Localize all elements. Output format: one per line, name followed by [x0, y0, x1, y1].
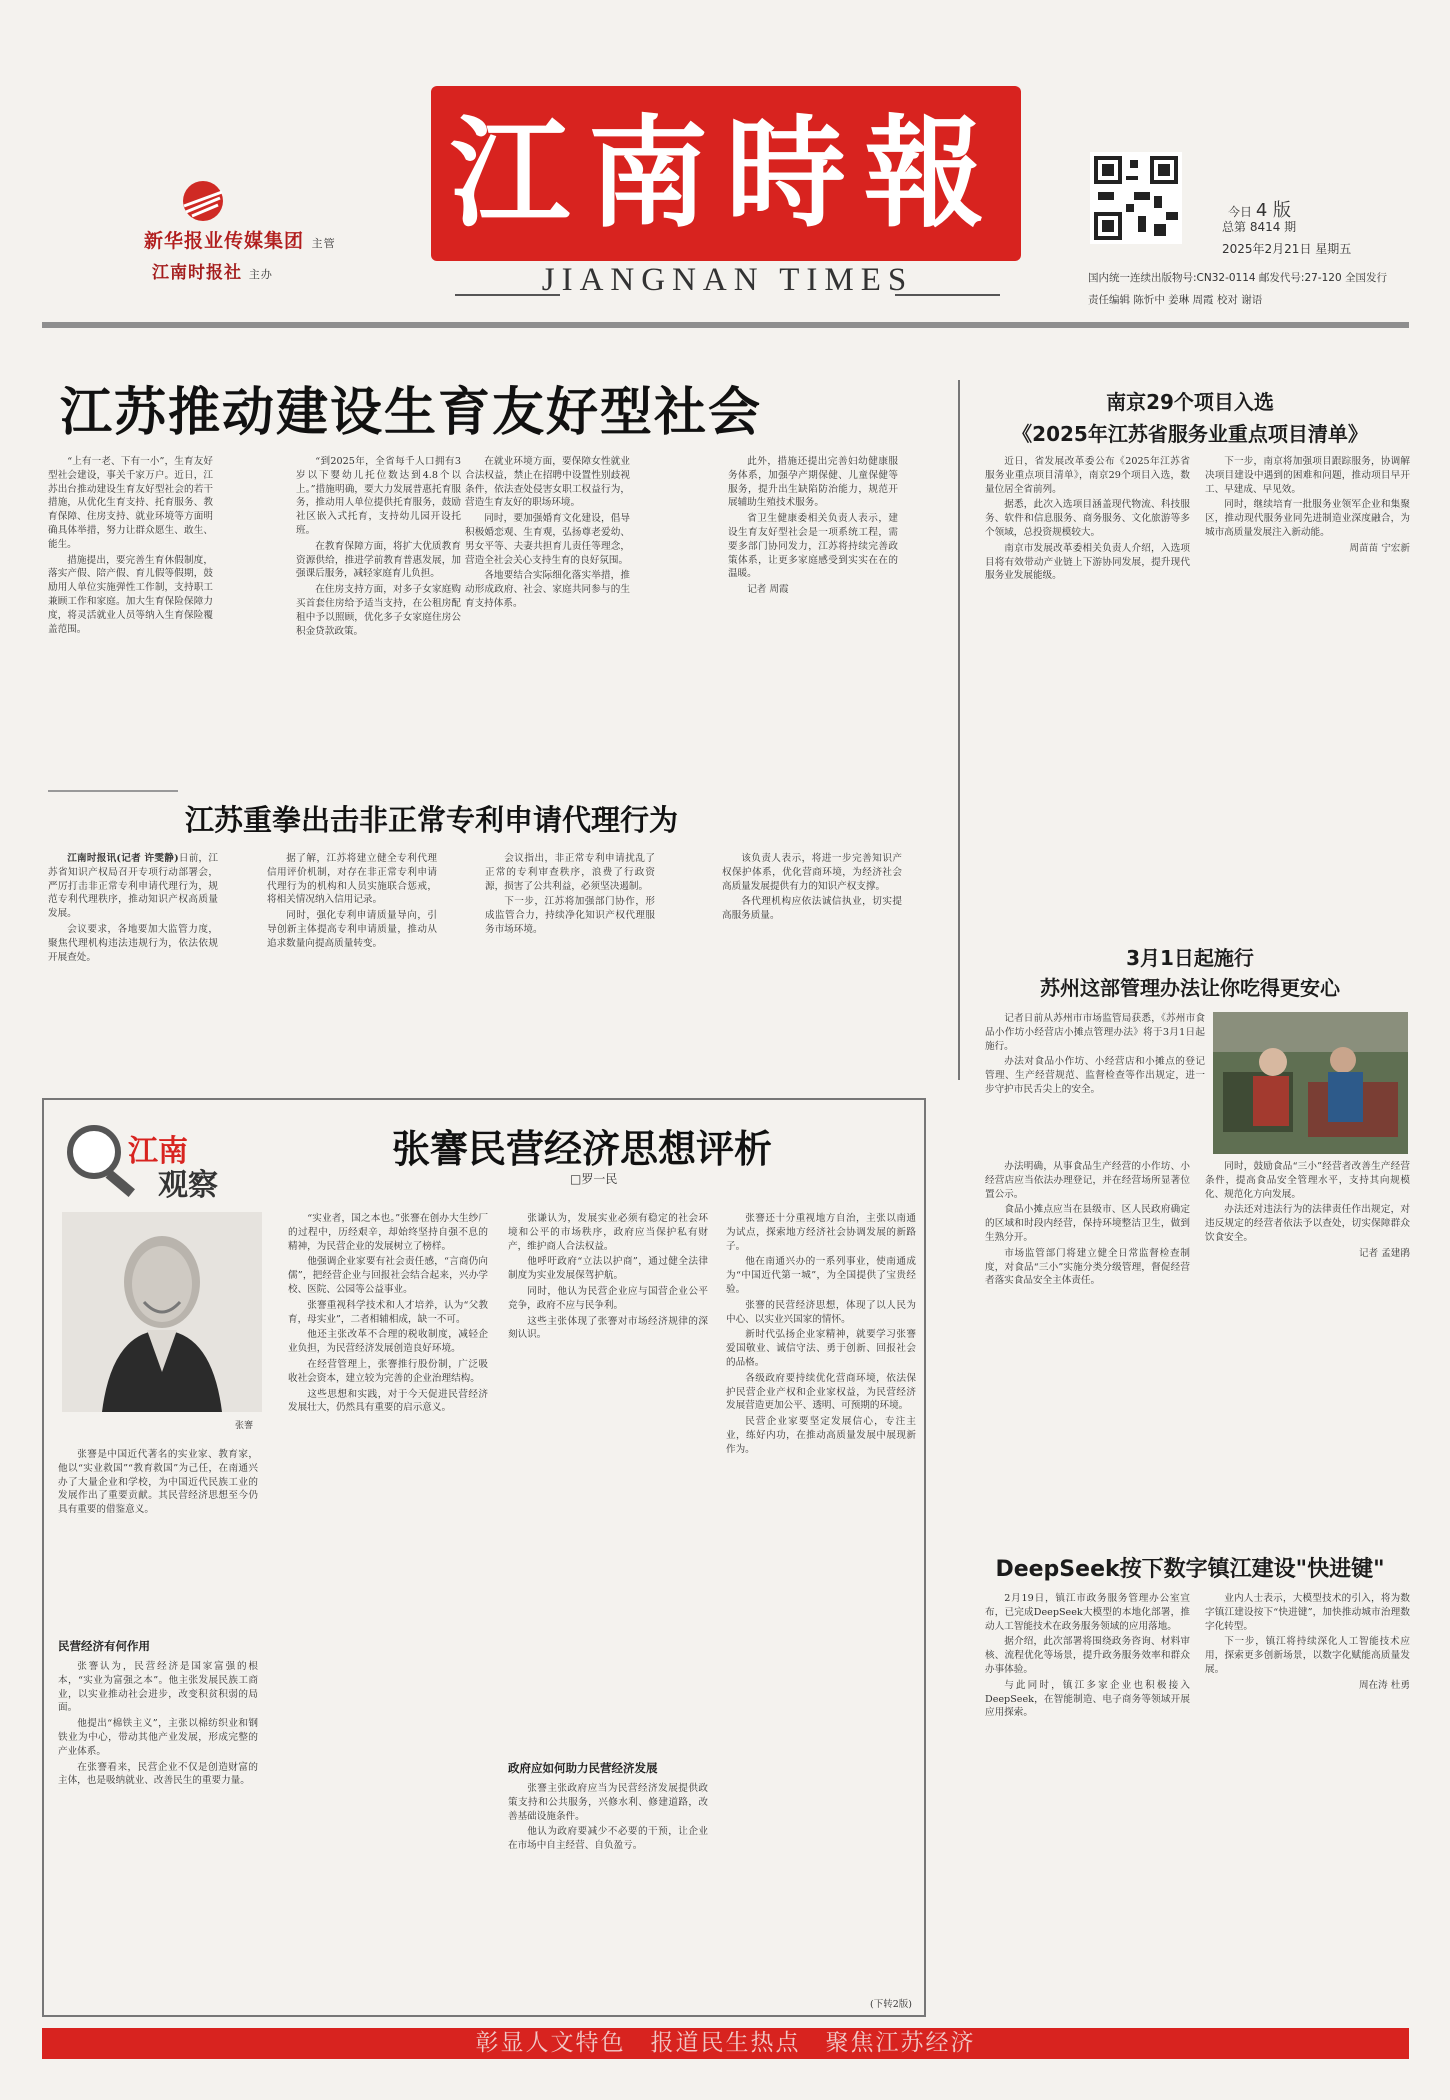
lead-body-col-3: 在就业环境方面，要保障女性就业合法权益，禁止在招聘中设置性别歧视条件，依法查处侵害女职工权益行为，营造生育友好的职场环境。 同时，要加强婚育文化建设，倡导积极婚恋观、生育观，弘扬尊老爱幼、男女平等、夫妻共担育儿责任等理念，营造全社会关心支持生育的良好氛围。 各地要结合实际细化落实举措，推动形成政府、社会、家庭共同参与的生育支持体系。 [465, 456, 630, 609]
side3-headline: DeepSeek按下数字镇江建设"快进键" [995, 1557, 1385, 1582]
side2-credit: 记者 孟建鹃 [1358, 1247, 1410, 1259]
top-rule [42, 322, 1409, 328]
feature-body-col-4: 张謇还十分重视地方自治，主张以南通为试点，探索地方经济社会协调发展的新路子。 他在南通兴办的一系列事业，使南通成为“中国近代第一城”，为全国提供了宝贵经验。 张謇的民营经济思想，体现了以人民为中心、以实业兴国家的情怀。 新时代弘扬企业家精神，就要学习张謇爱国敬业、诚信守法、勇于创新、回报社会的品格。 各级政府要持续优化营商环境，依法保护民营企业产权和企业家权益，为民营经济发展营造更加公平、透明、可预期的环境。 民营企业家要坚定发展信心，专注主业，练好内功，在推动高质量发展中展现新作为。 [726, 1213, 916, 1455]
side3-body-col-1: 2月19日，镇江市政务服务管理办公室宣布，已完成DeepSeek大模型的本地化部署，推动人工智能技术在政务服务领域的应用落地。 据介绍，此次部署将围绕政务咨询、材料审核、流程优化等场景，提升政务服务效率和群众办事体验。 与此同时，镇江多家企业也积极接入DeepSeek，在智能制造、电子商务等领域开展应用探索。 [985, 1593, 1190, 1719]
second-body-col-3: 会议指出，非正常专利申请扰乱了正常的专利审查秩序，浪费了行政资源，损害了公共利益，必须坚决遏制。 下一步，江苏将加强部门协作，形成监管合力，持续净化知识产权代理服务市场环境。 [485, 853, 655, 935]
issue-pages: 4 版 [1255, 200, 1292, 221]
zhang-jian-portrait [62, 1212, 262, 1412]
feature-body-col-3b: 张謇主张政府应当为民营经济发展提供政策支持和公共服务，兴修水利、修建道路，改善基础设施条件。 他认为政府要减少不必要的干预，让企业在市场中自主经营、自负盈亏。 [508, 1783, 708, 1852]
lead-body-col-2: “到2025年，全省每千人口拥有3岁以下婴幼儿托位数达到4.8个以上。”措施明确，要大力发展普惠托育服务，推动用人单位提供托育服务，鼓励社区嵌入式托育，支持幼儿园开设托班。 在教育保障方面，将扩大优质教育资源供给，推进学前教育普惠发展，加强课后服务，减轻家庭育儿负担。 在住房支持方面，对多子女家庭购买首套住房给予适当支持，在公租房配租中予以照顾，优化多子女家庭住房公积金贷款政策。 [296, 456, 461, 637]
second-rule-left [48, 790, 178, 792]
feature-author: □罗一民 [570, 1172, 618, 1186]
lead-body-col-1: “上有一老、下有一小”，生育友好型社会建设，事关千家万户。近日，江苏出台推动建设生育友好型社会的若干措施，从优化生育支持、托育服务、教育保障、住房支持、就业环境等方面明确具体举措，努力让群众愿生、敢生、能生。 措施提出，要完善生育休假制度，落实产假、陪产假、育儿假等假期，鼓励用人单位实施弹性工作制，支持职工兼顾工作和家庭。加大生育保险保障力度，将灵活就业人员等纳入生育保险覆盖范围。 [48, 456, 213, 635]
side2-headline-1: 3月1日起施行 [1126, 946, 1254, 970]
page-column-divider [958, 380, 960, 1080]
second-body-col-4: 该负责人表示，将进一步完善知识产权保护体系，优化营商环境，为经济社会高质量发展提供有力的知识产权支撑。 各代理机构应依法诚信执业，切实提高服务质量。 [722, 853, 902, 922]
publisher-name-2: 江南时报社 [152, 263, 242, 283]
publisher-name-1: 新华报业传媒集团 [144, 230, 305, 252]
lead-headline: 江苏推动建设生育友好型社会 [60, 383, 763, 443]
second-body-col-2: 据了解，江苏将建立健全专利代理信用评价机制，对存在非正常专利申请代理行为的机构和人员实施联合惩戒，将相关情况纳入信用记录。 同时，强化专利申请质量导向，引导创新主体提高专利申请质量，推动从追求数量向提高质量转变。 [267, 853, 437, 949]
second-headline: 江苏重拳出击非正常专利申请代理行为 [185, 803, 679, 837]
column-label-2: 观察 [158, 1168, 218, 1203]
market-photo [1213, 1012, 1408, 1154]
masthead-title: 江南時報 [431, 86, 1021, 261]
issue-date: 2025年2月21日 星期五 [1222, 242, 1352, 256]
feature-body-col-3: 张谦认为，发展实业必须有稳定的社会环境和公平的市场秩序，政府应当保护私有财产，维护商人合法权益。 他呼吁政府“立法以护商”，通过健全法律制度为实业发展保驾护航。 同时，他认为民营企业应与国营企业公平竞争，政府不应与民争利。 这些主张体现了张謇对市场经济规律的深刻认识。 [508, 1213, 708, 1341]
feature-subhead-1: 民营经济有何作用 [58, 1639, 150, 1653]
issue-total: 总第 8414 期 [1222, 220, 1297, 234]
side2-body-col-3: 同时，鼓励食品“三小”经营者改善生产经营条件，提高食品安全管理水平，支持其向规模化、规范化方向发展。 办法还对违法行为的法律责任作出规定，对违反规定的经营者依法予以查处，切实保障群众饮食安全。 记者 孟建鹃 [1205, 1161, 1410, 1259]
lead-body-col-4: 此外，措施还提出完善妇幼健康服务体系，加强孕产期保健、儿童保健等服务，提升出生缺陷防治能力，规范开展辅助生殖技术服务。 省卫生健康委相关负责人表示，建设生育友好型社会是一项系统工程，需要多部门协同发力，江苏将持续完善政策体系，让更多家庭感受到实实在在的温暖。 记者 周霞 [728, 456, 898, 596]
publisher-role-1: 主管 [311, 237, 336, 250]
side1-body-col-2: 下一步，南京将加强项目跟踪服务，协调解决项目建设中遇到的困难和问题，推动项目早开工、早建成、早见效。 同时，继续培育一批服务业领军企业和集聚区，推动现代服务业同先进制造业深度融合，为城市高质量发展注入新动能。 周苗苗 宁宏新 [1205, 456, 1410, 554]
qr-code-icon [1090, 152, 1182, 244]
second-byline: 江南时报讯(记者 许雯静) [67, 853, 179, 864]
second-body-col-1: 江南时报讯(记者 许雯静)日前，江苏省知识产权局召开专项行动部署会，严厉打击非正常专利申请代理行为，规范专利代理秩序，推动知识产权高质量发展。 会议要求，各地要加大监管力度，聚焦代理机构违法违规行为，依法依规开展查处。 [48, 853, 218, 963]
publication-number: 国内统一连续出版物号:CN32-0114 邮发代号:27-120 全国发行 [1088, 272, 1387, 284]
side2-body-col-1: 记者日前从苏州市市场监管局获悉，《苏州市食品小作坊小经营店小摊点管理办法》将于3月1日起施行。 办法对食品小作坊、小经营店和小摊点的登记管理、生产经营规范、监督检查等作出规定，进一步守护市民舌尖上的安全。 [985, 1013, 1205, 1095]
feature-subhead-2: 政府应如何助力民营经济发展 [508, 1761, 658, 1775]
publisher-group [144, 226, 336, 253]
column-label-1: 江南 [128, 1134, 188, 1169]
publisher-org [152, 258, 273, 283]
editors-line: 责任编辑 陈忻中 姜琳 周霞 校对 谢语 [1088, 294, 1263, 306]
side1-headline-2: 《2025年江苏省服务业重点项目清单》 [1012, 422, 1368, 446]
side2-headline-2: 苏州这部管理办法让你吃得更安心 [1040, 976, 1340, 1000]
feature-body-intro: 张謇是中国近代著名的实业家、教育家，他以“实业救国”“教育救国”为己任，在南通兴办了大量企业和学校，为中国近代民族工业的发展作出了重要贡献。其民营经济思想至今仍具有重要的借鉴意义。 [58, 1449, 258, 1516]
publisher-logo-icon [172, 178, 234, 224]
continued-note: (下转2版) [870, 1999, 912, 2010]
side1-body-col-1: 近日，省发展改革委公布《2025年江苏省服务业重点项目清单》，南京29个项目入选，数量位居全省前列。 据悉，此次入选项目涵盖现代物流、科技服务、软件和信息服务、商务服务、文化旅游等多个领域，总投资规模较大。 南京市发展改革委相关负责人介绍，入选项目将有效带动产业链上下游协同发展，提升现代服务业发展能级。 [985, 456, 1190, 582]
side1-credit: 周苗苗 宁宏新 [1349, 542, 1410, 554]
side3-credit: 周在涛 杜勇 [1358, 1679, 1410, 1691]
side2-body-col-2: 办法明确，从事食品生产经营的小作坊、小经营店应当依法办理登记，并在经营场所显著位置公示。 食品小摊点应当在县级市、区人民政府确定的区域和时段内经营，保持环境整洁卫生，做到生熟分开。 市场监管部门将建立健全日常监督检查制度，对食品“三小”实施分类分级管理，督促经营者落实食品安全主体责任。 [985, 1161, 1190, 1287]
side3-body-col-2: 业内人士表示，大模型技术的引入，将为数字镇江建设按下“快进键”，加快推动城市治理数字化转型。 下一步，镇江将持续深化人工智能技术应用，探索更多创新场景，以数字化赋能高质量发展。 周在涛 杜勇 [1205, 1593, 1410, 1691]
portrait-caption: 张謇 [235, 1421, 254, 1431]
masthead-header [0, 0, 1450, 330]
feature-headline: 张謇民营经济思想评析 [392, 1127, 773, 1171]
publisher-role-2: 主办 [248, 268, 273, 281]
masthead-english-title: JIANGNAN TIMES [541, 262, 914, 298]
issue-today-label: 今日 [1228, 205, 1253, 219]
side1-headline-1: 南京29个项目入选 [1106, 390, 1274, 414]
feature-body-col-1: 张謇认为，民营经济是国家富强的根本，“实业为富强之本”。他主张发展民族工商业，以实业推动社会进步，改变积贫积弱的局面。 他提出“棉铁主义”，主张以棉纺织业和钢铁业为中心，带动其他产业发展，形成完整的产业体系。 在张謇看来，民营企业不仅是创造财富的主体，也是吸纳就业、改善民生的重要力量。 [58, 1661, 258, 1787]
feature-body-col-2: “实业者，国之本也。”张謇在创办大生纱厂的过程中，历经艰辛，却始终坚持自强不息的精神，为民营企业的发展树立了榜样。 他强调企业家要有社会责任感，“言商仍向儒”，把经营企业与回报社会结合起来，兴办学校、医院、公园等公益事业。 张謇重视科学技术和人才培养，认为“父教育，母实业”，二者相辅相成，缺一不可。 他还主张改革不合理的税收制度，减轻企业负担，为民营经济发展创造良好环境。 在经营管理上，张謇推行股份制，广泛吸收社会资本，建立较为完善的企业治理结构。 这些思想和实践，对于今天促进民营经济发展壮大，仍然具有重要的启示意义。 [288, 1213, 488, 1414]
footer-slogan-band: 彰显人文特色 报道民生热点 聚焦江苏经济 [42, 2028, 1409, 2059]
